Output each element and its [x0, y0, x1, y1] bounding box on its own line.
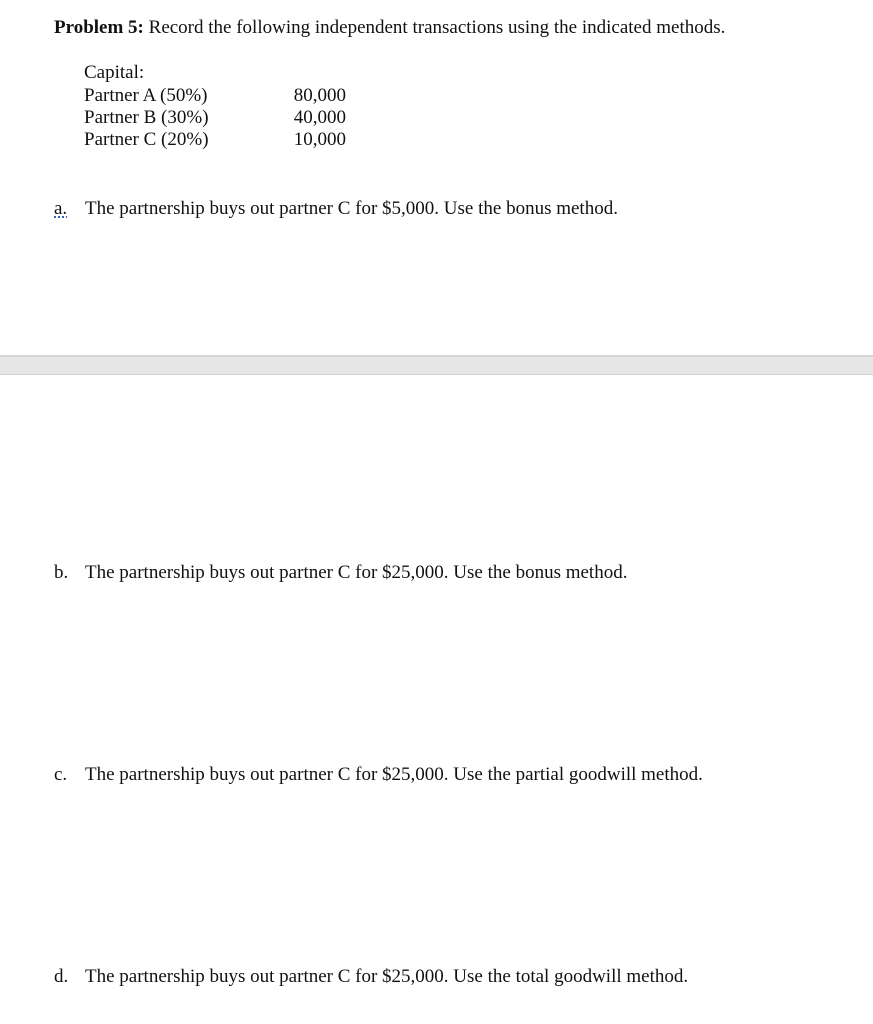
capital-row — [84, 129, 346, 151]
capital-amount: 80,000 — [293, 85, 346, 106]
capital-row — [84, 107, 346, 129]
transaction-item-c — [54, 763, 703, 787]
item-text: The partnership buys out partner C for $5,000. Use the bonus method. — [85, 198, 618, 219]
transaction-item-a — [54, 197, 618, 221]
item-letter: d. — [54, 966, 69, 987]
partner-name: Partner C (20%) — [84, 129, 209, 150]
item-text: The partnership buys out partner C for $25,000. Use the partial goodwill method. — [85, 764, 703, 785]
partner-name: Partner B (30%) — [84, 107, 209, 128]
transaction-item-b — [54, 561, 627, 585]
page-break — [0, 355, 873, 375]
transaction-item-d — [54, 965, 688, 989]
problem-instructions: Record the following independent transactions using the indicated methods. — [143, 17, 726, 38]
item-letter: c. — [54, 764, 68, 785]
item-text: The partnership buys out partner C for $25,000. Use the total goodwill method. — [85, 966, 689, 987]
item-letter: b. — [54, 562, 69, 583]
capital-amount: 40,000 — [293, 107, 346, 128]
item-letter: a. — [54, 198, 68, 219]
partner-name: Partner A (50%) — [84, 85, 208, 106]
capital-label: Capital: — [84, 62, 145, 83]
problem-number: Problem 5: — [54, 17, 144, 38]
capital-amount: 10,000 — [293, 129, 346, 150]
capital-row — [84, 85, 346, 107]
problem-heading — [54, 16, 725, 40]
item-text: The partnership buys out partner C for $25,000. Use the bonus method. — [85, 562, 628, 583]
